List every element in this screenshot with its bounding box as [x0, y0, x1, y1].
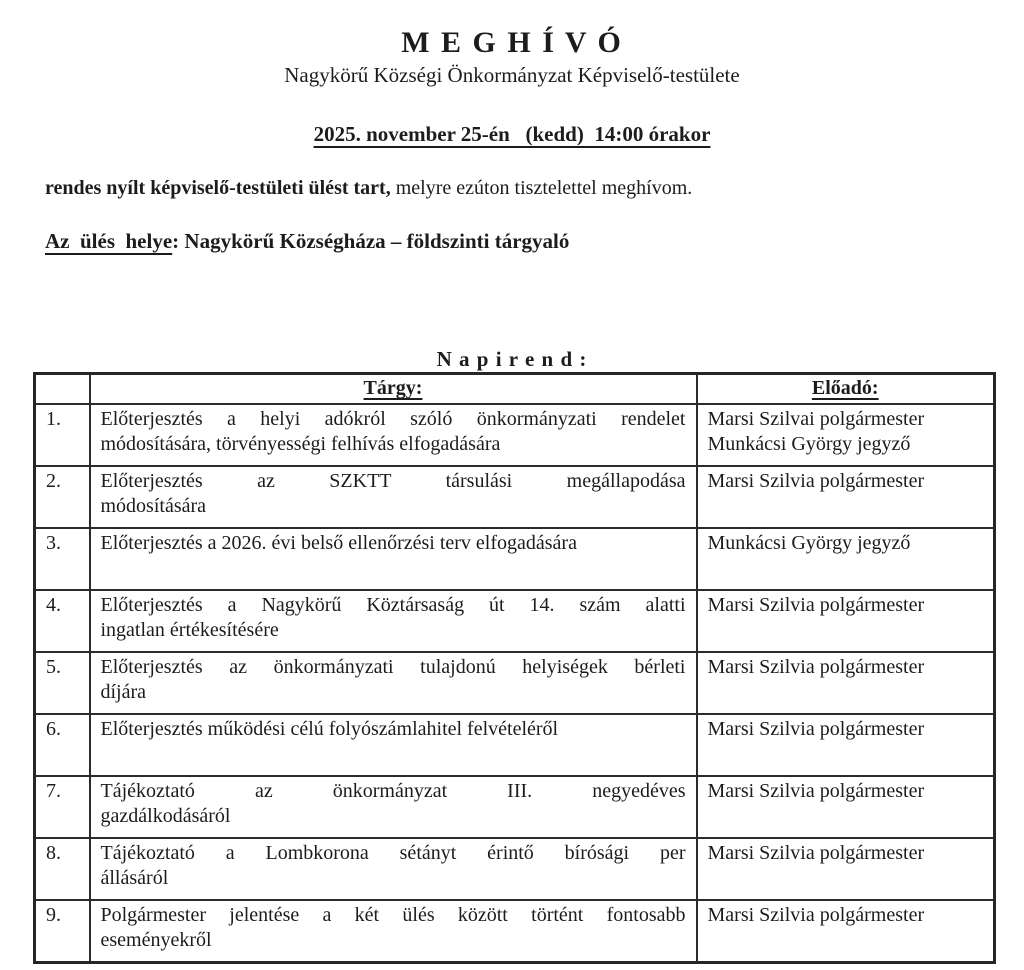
- header-subject-label: Tárgy:: [363, 377, 423, 399]
- agenda-heading: N a p i r e n d :: [436, 347, 588, 371]
- agenda-item-number: 4.: [35, 590, 90, 652]
- table-row: [35, 838, 995, 900]
- agenda-item-subject: [90, 590, 697, 652]
- table-row: [35, 714, 995, 776]
- agenda-item-number: 8.: [35, 838, 90, 900]
- subject-line: Tájékoztató az önkormányzat III. negyedéves: [100, 780, 686, 802]
- agenda-item-presenter: [697, 404, 995, 466]
- header-presenter-label: Előadó:: [811, 377, 879, 399]
- agenda-item-subject: [90, 466, 697, 528]
- presenter-line: Marsi Szilvia polgármester: [707, 656, 925, 678]
- agenda-item-subject: [90, 838, 697, 900]
- agenda-item-subject: [90, 714, 697, 776]
- subject-line: Előterjesztés a 2026. évi belső ellenőrzési terv elfogadására: [100, 532, 577, 554]
- agenda-item-subject: [90, 404, 697, 466]
- table-row: [35, 776, 995, 838]
- agenda-item-number: 5.: [35, 652, 90, 714]
- agenda-table-header-row: [35, 374, 995, 405]
- subject-line: díjára: [100, 681, 147, 703]
- subject-line: Előterjesztés az SZKTT társulási megállapodása: [100, 470, 686, 492]
- agenda-item-presenter: [697, 652, 995, 714]
- agenda-item-subject: [90, 900, 697, 962]
- table-row: [35, 590, 995, 652]
- location-value: : Nagykörű Községháza – földszinti tárgyaló: [172, 229, 570, 253]
- subject-line: állásáról: [100, 867, 169, 889]
- presenter-line: Marsi Szilvai polgármester: [707, 408, 925, 430]
- agenda-item-subject: [90, 652, 697, 714]
- subject-line: ingatlan értékesítésére: [100, 619, 279, 641]
- agenda-item-number: 7.: [35, 776, 90, 838]
- agenda-item-number: 1.: [35, 404, 90, 466]
- header-number-cell: [35, 374, 90, 405]
- agenda-item-subject: [90, 528, 697, 590]
- agenda-item-presenter: [697, 838, 995, 900]
- agenda-table: [33, 372, 996, 964]
- agenda-item-number: 6.: [35, 714, 90, 776]
- header-subject-cell: [90, 374, 697, 405]
- agenda-item-presenter: [697, 528, 995, 590]
- subject-line: Polgármester jelentése a két ülés között történt fontosabb: [100, 904, 686, 926]
- presenter-line: Marsi Szilvia polgármester: [707, 470, 925, 492]
- header-presenter-cell: [697, 374, 995, 405]
- subject-line: Előterjesztés működési célú folyószámlahitel felvételéről: [100, 718, 559, 740]
- intro-regular-text: melyre ezúton tisztelettel meghívom.: [390, 177, 693, 199]
- presenter-line: Marsi Szilvia polgármester: [707, 842, 925, 864]
- presenter-line: Marsi Szilvia polgármester: [707, 780, 925, 802]
- agenda-item-presenter: [697, 900, 995, 962]
- intro-bold-text: rendes nyílt képviselő-testületi ülést tart,: [45, 177, 391, 199]
- agenda-item-number: 9.: [35, 900, 90, 962]
- table-row: [35, 900, 995, 962]
- subject-line: módosítására: [100, 495, 207, 517]
- subject-line: Tájékoztató a Lombkorona sétányt érintő bírósági per: [100, 842, 686, 864]
- presenter-line: Marsi Szilvia polgármester: [707, 718, 925, 740]
- presenter-line: Munkácsi György jegyző: [707, 433, 911, 455]
- document-subtitle: Nagykörű Községi Önkormányzat Képviselő-testülete: [284, 63, 740, 87]
- meeting-datetime-line: [0, 121, 1024, 147]
- subject-line: Előterjesztés a Nagykörű Köztársaság út 14. szám alatti: [100, 594, 686, 616]
- table-row: [35, 528, 995, 590]
- subject-line: módosítására, törvényességi felhívás elfogadására: [100, 433, 501, 455]
- presenter-line: Marsi Szilvia polgármester: [707, 594, 925, 616]
- location-label: Az ülés helye: [45, 229, 173, 253]
- document-title: M E G H Í V Ó: [401, 26, 623, 59]
- presenter-line: Munkácsi György jegyző: [707, 532, 911, 554]
- agenda-item-number: 2.: [35, 466, 90, 528]
- table-row: [35, 652, 995, 714]
- agenda-item-number: 3.: [35, 528, 90, 590]
- subject-line: eseményekről: [100, 929, 212, 951]
- agenda-item-presenter: [697, 590, 995, 652]
- subject-line: Előterjesztés az önkormányzati tulajdonú helyiségek bérleti: [100, 656, 686, 678]
- meeting-datetime-text: 2025. november 25-én (kedd) 14:00 órakor: [313, 122, 711, 146]
- intro-line: [45, 176, 984, 201]
- subject-line: Előterjesztés a helyi adókról szóló önkormányzati rendelet: [100, 408, 686, 430]
- agenda-item-presenter: [697, 714, 995, 776]
- agenda-item-subject: [90, 776, 697, 838]
- agenda-item-presenter: [697, 466, 995, 528]
- subject-line: gazdálkodásáról: [100, 805, 231, 827]
- table-row: [35, 404, 995, 466]
- meeting-location-line: [45, 228, 984, 254]
- table-row: [35, 466, 995, 528]
- agenda-item-presenter: [697, 776, 995, 838]
- presenter-line: Marsi Szilvia polgármester: [707, 904, 925, 926]
